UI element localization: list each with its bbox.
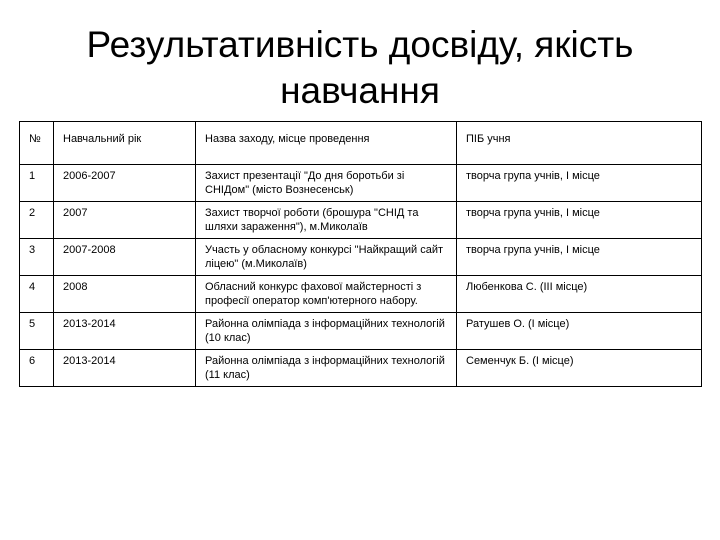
header-student-name: ПІБ учня (457, 122, 702, 165)
cell-number: 2 (20, 202, 54, 239)
title-line-1: Результативність досвіду, якість (86, 24, 634, 65)
cell-academic-year: 2006-2007 (54, 165, 196, 202)
cell-event: Районна олімпіада з інформаційних технологій (11 клас) (196, 350, 457, 387)
results-table (19, 121, 702, 387)
table-row (20, 276, 702, 313)
cell-number: 1 (20, 165, 54, 202)
header-academic-year: Навчальний рік (54, 122, 196, 165)
cell-student-name: Семенчук Б. (І місце) (457, 350, 702, 387)
cell-academic-year: 2007 (54, 202, 196, 239)
cell-academic-year: 2013-2014 (54, 350, 196, 387)
cell-event: Захист презентації "До дня боротьби зі СНІДом" (місто Вознесенськ) (196, 165, 457, 202)
cell-number: 3 (20, 239, 54, 276)
table-row (20, 239, 702, 276)
cell-academic-year: 2008 (54, 276, 196, 313)
header-number: № (20, 122, 54, 165)
cell-academic-year: 2013-2014 (54, 313, 196, 350)
cell-event: Районна олімпіада з інформаційних технологій (10 клас) (196, 313, 457, 350)
table-header-row (20, 122, 702, 165)
cell-number: 5 (20, 313, 54, 350)
header-event: Назва заходу, місце проведення (196, 122, 457, 165)
title-line-2: навчання (280, 70, 440, 111)
table-row (20, 350, 702, 387)
cell-event: Участь у обласному конкурсі "Найкращий сайт ліцею" (м.Миколаїв) (196, 239, 457, 276)
cell-student-name: творча група учнів, І місце (457, 202, 702, 239)
cell-event: Обласний конкурс фахової майстерності з професії оператор комп'ютерного набору. (196, 276, 457, 313)
table-row (20, 313, 702, 350)
cell-student-name: творча група учнів, І місце (457, 165, 702, 202)
table-row (20, 202, 702, 239)
cell-event: Захист творчої роботи (брошура "СНІД та шляхи зараження"), м.Миколаїв (196, 202, 457, 239)
page-title (0, 22, 720, 114)
table-row (20, 165, 702, 202)
cell-student-name: творча група учнів, І місце (457, 239, 702, 276)
cell-number: 6 (20, 350, 54, 387)
cell-student-name: Любенкова С. (ІІІ місце) (457, 276, 702, 313)
cell-number: 4 (20, 276, 54, 313)
cell-student-name: Ратушев О. (І місце) (457, 313, 702, 350)
cell-academic-year: 2007-2008 (54, 239, 196, 276)
